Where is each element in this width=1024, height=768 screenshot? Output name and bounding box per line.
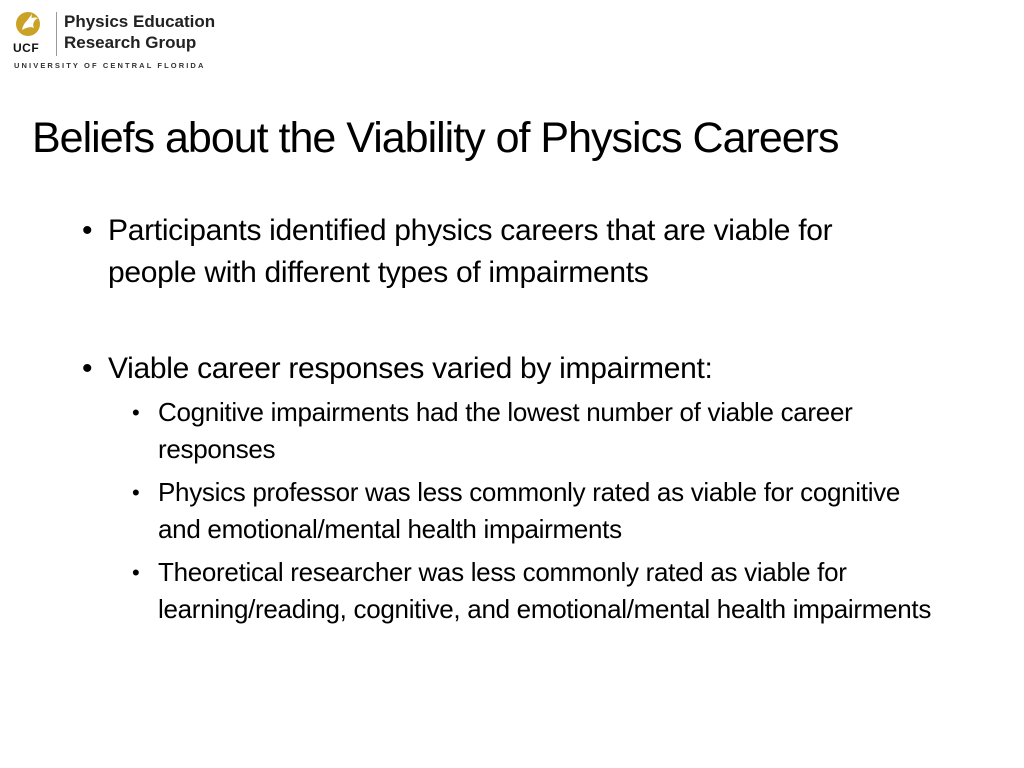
ucf-logo <box>12 10 252 72</box>
sub-bullet-item <box>130 554 940 628</box>
logo-name-line2: Research Group <box>64 33 197 52</box>
slide-content <box>80 210 940 634</box>
sub-bullet-text: • Cognitive impairments had the lowest number of viable career responses <box>158 397 853 464</box>
bullet-text: • Participants identified physics careers that are viable for people with different types of impairments <box>108 214 833 289</box>
logo-name-line1: Physics Education <box>64 12 216 31</box>
bullet-item <box>80 348 940 628</box>
logo-ucf-text: UCF <box>13 41 40 55</box>
logo-divider <box>56 12 57 56</box>
logo-group-name <box>64 11 215 53</box>
bullet-text: • Viable career responses varied by impairment: <box>108 352 713 385</box>
slide-title: Beliefs about the Viability of Physics Careers <box>32 114 839 162</box>
sub-bullet-item <box>130 394 940 468</box>
sub-bullet-text: • Physics professor was less commonly rated as viable for cognitive and emotional/mental health impairments <box>158 477 901 544</box>
bullet-list <box>80 210 940 628</box>
sub-bullet-text: • Theoretical researcher was less commonly rated as viable for learning/reading, cognitive, and emotional/mental health impairments <box>158 557 932 624</box>
sub-bullet-item <box>130 474 940 548</box>
logo-university: UNIVERSITY OF CENTRAL FLORIDA <box>14 61 206 70</box>
sub-bullet-list <box>130 394 940 628</box>
bullet-item <box>80 210 940 294</box>
